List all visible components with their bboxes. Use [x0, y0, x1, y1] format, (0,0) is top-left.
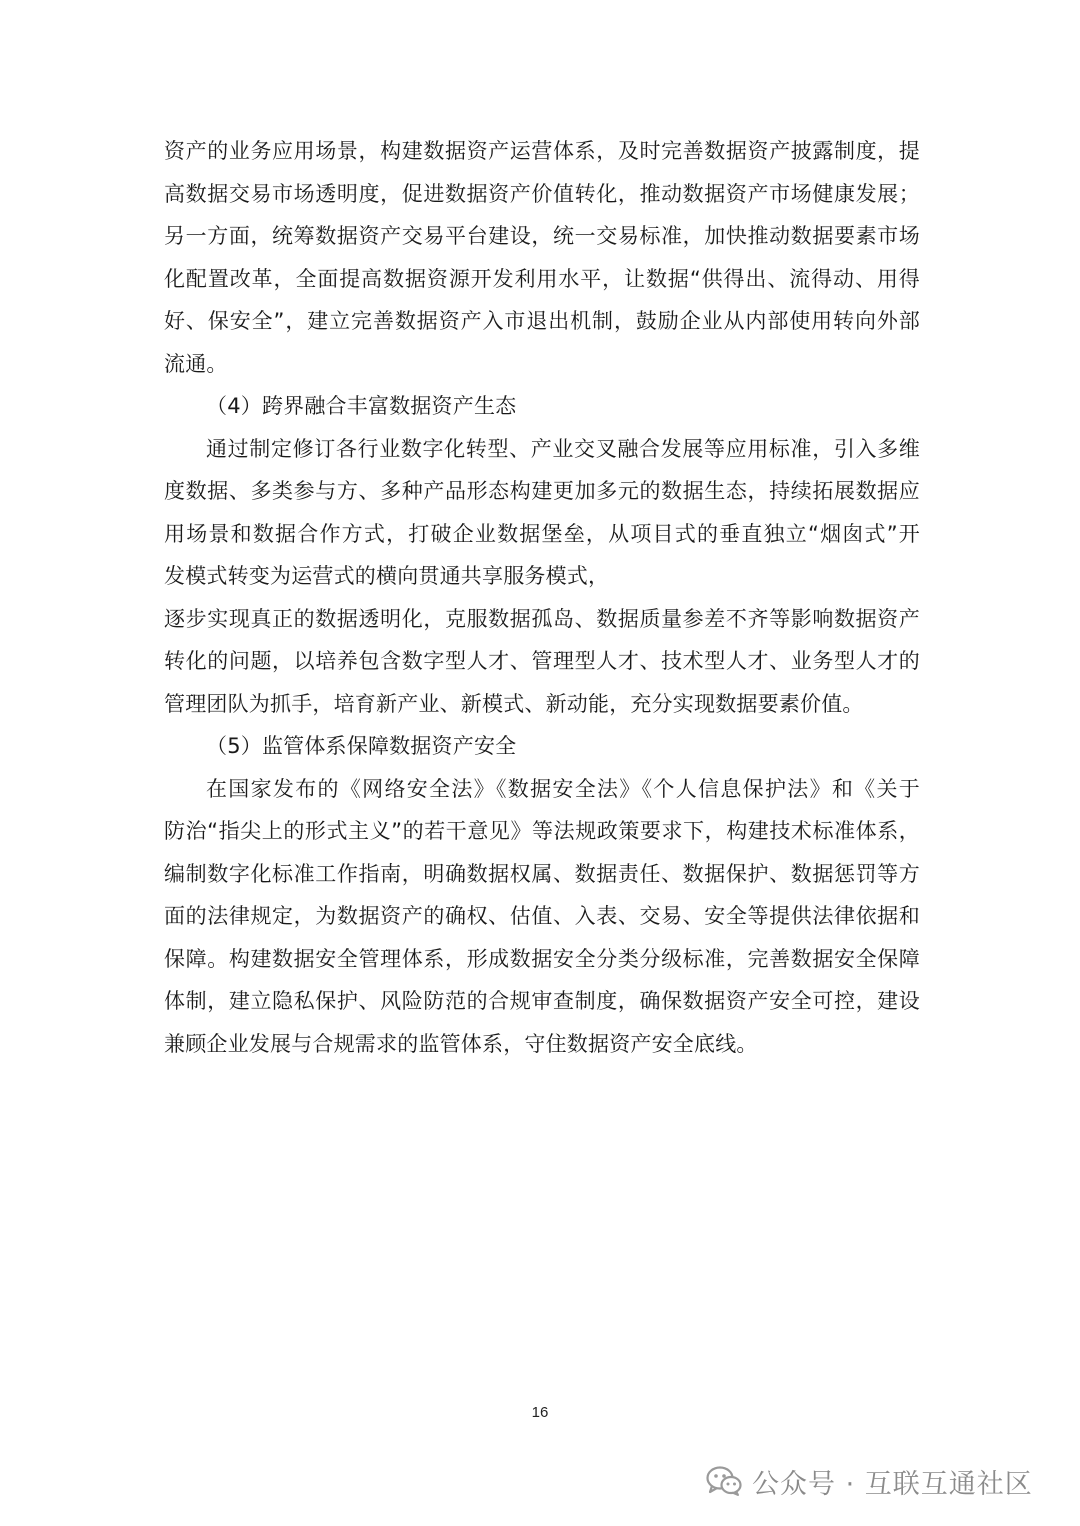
- wechat-icon: [706, 1465, 742, 1497]
- text-line: 通过制定修订各行业数字化转型、产业交叉融合发展等应用标准，引入多维: [206, 436, 920, 461]
- text-line: 管理团队为抓手，培育新产业、新模式、新动能，充分实现数据要素价值。: [164, 691, 864, 716]
- text-line: 转化的问题，以培养包含数字型人才、管理型人才、技术型人才、业务型人才的: [164, 649, 920, 673]
- text-line: 发模式转变为运营式的横向贯通共享服务模式，: [164, 564, 610, 588]
- text-line: 逐步实现真正的数据透明化，克服数据孤岛、数据质量参差不齐等影响数据资产: [164, 606, 920, 631]
- watermark: [706, 1461, 1033, 1501]
- watermark-text: 公众号 · 互联互通社区: [752, 1468, 1033, 1500]
- text-line: 流通。: [164, 351, 228, 376]
- text-line: 兼顾企业发展与合规需求的监管体系，守住数据资产安全底线。: [164, 1031, 758, 1056]
- page-number: 16: [531, 1404, 549, 1421]
- text-line: 体制，建立隐私保护、风险防范的合规审查制度，确保数据资产安全可控，建设: [164, 989, 920, 1013]
- text-line: 防治“指尖上的形式主义”的若干意见》等法规政策要求下，构建技术标准体系，: [164, 819, 920, 843]
- body-text: [164, 130, 920, 1065]
- text-line: 化配置改革，全面提高数据资源开发利用水平，让数据“供得出、流得动、用得: [164, 266, 920, 291]
- text-line: 用场景和数据合作方式，打破企业数据堡垒，从项目式的垂直独立“烟囱式”开: [164, 521, 920, 546]
- text-line: 编制数字化标准工作指南，明确数据权属、数据责任、数据保护、数据惩罚等方: [164, 861, 920, 886]
- text-line: 资产的业务应用场景，构建数据资产运营体系，及时完善数据资产披露制度，提: [164, 139, 920, 163]
- text-line: 在国家发布的《网络安全法》《数据安全法》《个人信息保护法》和《关于: [206, 776, 920, 801]
- text-line: 另一方面，统筹数据资产交易平台建设，统一交易标准，加快推动数据要素市场: [164, 224, 920, 248]
- text-line: 保障。构建数据安全管理体系，形成数据安全分类分级标准，完善数据安全保障: [164, 946, 920, 971]
- text-line: 度数据、多类参与方、多种产品形态构建更加多元的数据生态，持续拓展数据应: [164, 479, 920, 503]
- section-heading: （4）跨界融合丰富数据资产生态: [206, 394, 517, 418]
- text-line: 高数据交易市场透明度，促进数据资产价值转化，推动数据资产市场健康发展；: [164, 181, 920, 206]
- text-line: 面的法律规定，为数据资产的确权、估值、入表、交易、安全等提供法律依据和: [164, 904, 920, 928]
- section-heading: （5）监管体系保障数据资产安全: [206, 734, 517, 758]
- text-line: 好、保安全”，建立完善数据资产入市退出机制，鼓励企业从内部使用转向外部: [164, 309, 920, 333]
